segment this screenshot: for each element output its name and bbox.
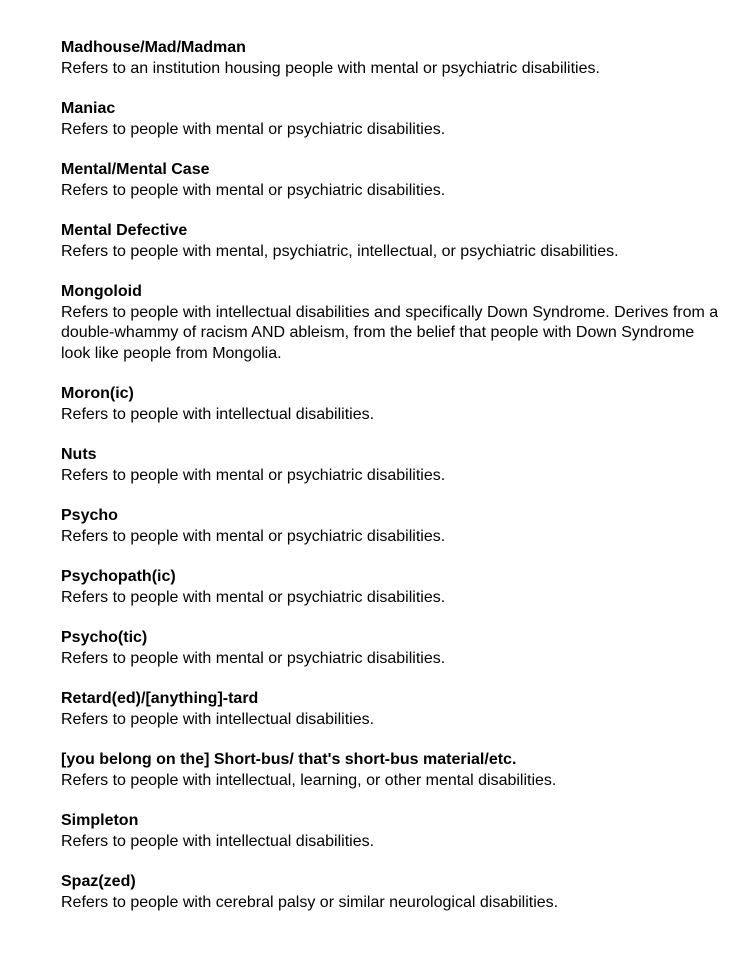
glossary-entry xyxy=(61,567,721,608)
entry-term: Retard(ed)/[anything]-tard xyxy=(61,690,259,707)
entry-term: Moron(ic) xyxy=(61,385,134,402)
entry-term: Mental Defective xyxy=(61,222,188,239)
entry-definition: Refers to an institution housing people with mental or psychiatric disabilities. xyxy=(61,59,600,77)
entry-definition: Refers to people with mental, psychiatric, intellectual, or psychiatric disabilities. xyxy=(61,242,619,260)
entry-term: Simpleton xyxy=(61,812,139,829)
glossary-entry xyxy=(61,506,721,547)
glossary-document xyxy=(61,38,721,933)
glossary-entry xyxy=(61,689,721,730)
entry-definition: Refers to people with intellectual disabilities. xyxy=(61,405,375,423)
glossary-entry xyxy=(61,160,721,201)
entry-term: Psycho(tic) xyxy=(61,629,148,646)
glossary-entry xyxy=(61,872,721,913)
entry-definition: Refers to people with mental or psychiatric disabilities. xyxy=(61,527,446,545)
entry-definition: Refers to people with mental or psychiatric disabilities. xyxy=(61,649,446,667)
glossary-entry xyxy=(61,221,721,262)
entry-definition: Refers to people with intellectual, learning, or other mental disabilities. xyxy=(61,771,557,789)
entry-term: Madhouse/Mad/Madman xyxy=(61,39,246,56)
entry-term: Mental/Mental Case xyxy=(61,161,210,178)
glossary-entry xyxy=(61,628,721,669)
entry-definition: Refers to people with cerebral palsy or similar neurological disabilities. xyxy=(61,893,559,911)
entry-definition: Refers to people with intellectual disabilities and specifically Down Syndrome. Derives from a double-whammy of racism AND ableism, from the belief that people with Down Syndrome look like people from Mongolia. xyxy=(61,303,719,362)
glossary-entry xyxy=(61,750,721,791)
entry-definition: Refers to people with mental or psychiatric disabilities. xyxy=(61,466,446,484)
entry-term: Nuts xyxy=(61,446,97,463)
glossary-entry xyxy=(61,99,721,140)
entry-term: Maniac xyxy=(61,100,116,117)
glossary-entry xyxy=(61,282,721,364)
entry-term: Spaz(zed) xyxy=(61,873,136,890)
glossary-entry xyxy=(61,38,721,79)
entry-definition: Refers to people with intellectual disabilities. xyxy=(61,710,375,728)
entry-term: Mongoloid xyxy=(61,283,142,300)
glossary-entry xyxy=(61,445,721,486)
entry-term: Psychopath(ic) xyxy=(61,568,176,585)
entry-term: [you belong on the] Short-bus/ that's short-bus material/etc. xyxy=(61,751,517,768)
glossary-entry xyxy=(61,811,721,852)
entry-definition: Refers to people with mental or psychiatric disabilities. xyxy=(61,181,446,199)
entry-term: Psycho xyxy=(61,507,118,524)
entry-definition: Refers to people with intellectual disabilities. xyxy=(61,832,375,850)
entry-definition: Refers to people with mental or psychiatric disabilities. xyxy=(61,120,446,138)
entry-definition: Refers to people with mental or psychiatric disabilities. xyxy=(61,588,446,606)
glossary-entry xyxy=(61,384,721,425)
